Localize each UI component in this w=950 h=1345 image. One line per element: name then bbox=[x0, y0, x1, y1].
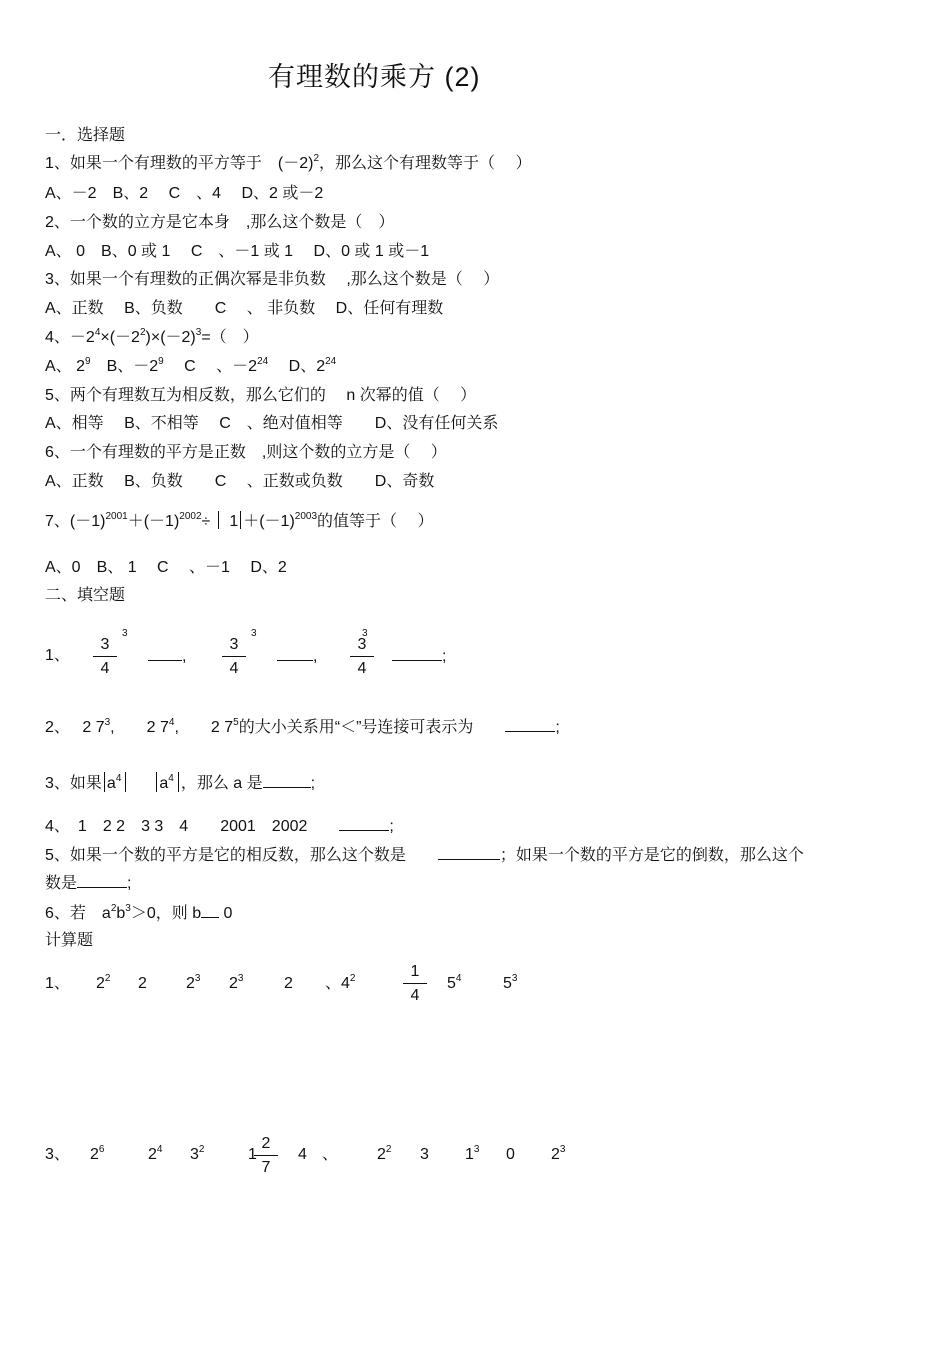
question-5: 5、两个有理数互为相反数，那么它们的 n 次幂的值（ ） bbox=[45, 387, 477, 404]
fraction: $\frac{3}{4}$ bbox=[222, 636, 246, 678]
calc-term: 、 bbox=[322, 1146, 339, 1163]
calc-1-label: 1、 bbox=[45, 975, 70, 992]
calc-term: $2^2$ bbox=[96, 973, 111, 992]
exponent: 3 bbox=[251, 628, 257, 639]
page-title: 有理数的乘方 (2) bbox=[268, 62, 481, 92]
question-5-options: A、相等 B、不相等 C 、绝对值相等 D、没有任何关系 bbox=[45, 415, 499, 432]
question-4: 4、$-2^4\times(-2^2)\times(-2)^3=$（ ） bbox=[45, 327, 259, 346]
question-7-options: A、0 B、 1 C 、－1 D、2 bbox=[45, 559, 287, 576]
calc-term: $2^3$ bbox=[229, 973, 244, 992]
fraction: $\frac{3}{4}$ bbox=[93, 636, 117, 678]
fill-5-cont: 数是 ; bbox=[45, 875, 132, 892]
calc-term: $2^6$ bbox=[90, 1144, 105, 1163]
fill-6: 6、若 $a^2b^3>0$，则 b 0 bbox=[45, 903, 233, 922]
fill-4: 4、 1 2 2 3 3 4 2001 2002 ; bbox=[45, 818, 394, 835]
fraction: $\frac{3}{4}$ bbox=[350, 636, 374, 678]
question-2: 2、一个数的立方是它本身 ,那么这个数是（ ） bbox=[45, 214, 395, 231]
calc-term: $5^3$ bbox=[503, 973, 518, 992]
fill-2: 2、 2 $7^3$, 2 $7^4$, 2 $7^5$的大小关系用“＜”号连接可表示为 ; bbox=[45, 717, 560, 736]
calc-term: $1^3$ bbox=[465, 1144, 480, 1163]
calc-term: $2^4$ bbox=[148, 1144, 163, 1163]
calc-term: 4 bbox=[298, 1146, 307, 1163]
question-1-options: A、－2 B、2 C 、4 D、2 或－2 bbox=[45, 185, 324, 202]
section-heading-calc: 计算题 bbox=[45, 932, 94, 949]
section-heading-fill: 二、填空题 bbox=[45, 587, 126, 604]
calc-term: 0 bbox=[506, 1146, 515, 1163]
question-7: 7、$(-1)^{2001}+(-1)^{2002}\div 1 +(-1)^{2003}$的值等于（ ） bbox=[45, 511, 434, 530]
fraction: $\frac{2}{7}$ bbox=[254, 1135, 278, 1177]
calc-term: $2^3$ bbox=[186, 973, 201, 992]
fill-1-label: 1、 bbox=[45, 647, 70, 664]
calc-term: $5^4$ bbox=[447, 973, 462, 992]
exponent: 3 bbox=[362, 628, 368, 639]
question-3-options: A、正数 B、负数 C 、 非负数 D、任何有理数 bbox=[45, 300, 444, 317]
calc-term: $2^2$ bbox=[377, 1144, 392, 1163]
calc-term: 、$4^2$ bbox=[325, 973, 356, 992]
fraction: $\frac{1}{4}$ bbox=[403, 963, 427, 1005]
section-heading-choice: 一．选择题 bbox=[45, 127, 126, 144]
question-6-options: A、正数 B、负数 C 、正数或负数 D、奇数 bbox=[45, 473, 435, 490]
question-2-options: A、 0 B、0 或 1 C 、－1 或 1 D、0 或 1 或－1 bbox=[45, 243, 430, 260]
question-4-options: A、 $2^9$ B、$-2^9$ C 、$-2^{24}$ D、$2^{24}$ bbox=[45, 356, 337, 375]
calc-term: 3 bbox=[420, 1146, 429, 1163]
fill-1-answer-b: , bbox=[277, 646, 317, 667]
calc-term: 1 bbox=[248, 1146, 257, 1163]
fill-5: 5、如果一个数的平方是它的相反数，那么这个数是 ；如果一个数的平方是它的倒数，那么这个 bbox=[45, 847, 804, 864]
calc-term: 2 bbox=[284, 975, 293, 992]
calc-3-label: 3、 bbox=[45, 1146, 70, 1163]
fill-1-answer-a: , bbox=[148, 646, 186, 667]
question-3: 3、如果一个有理数的正偶次幂是非负数 ,那么这个数是（ ） bbox=[45, 271, 500, 288]
calc-term: $3^2$ bbox=[190, 1144, 205, 1163]
question-6: 6、一个有理数的平方是正数 ,则这个数的立方是（ ） bbox=[45, 444, 447, 461]
calc-term: $2^3$ bbox=[551, 1144, 566, 1163]
fill-3: 3、如果 $a^4$ $a^4$ ，那么 a 是 ; bbox=[45, 773, 316, 792]
fill-1-answer-c: ; bbox=[392, 646, 446, 667]
exponent: 3 bbox=[122, 628, 128, 639]
question-1: 1、如果一个有理数的平方等于 $(-2)^2$，那么这个有理数等于（ ） bbox=[45, 153, 532, 172]
calc-term: 2 bbox=[138, 975, 147, 992]
